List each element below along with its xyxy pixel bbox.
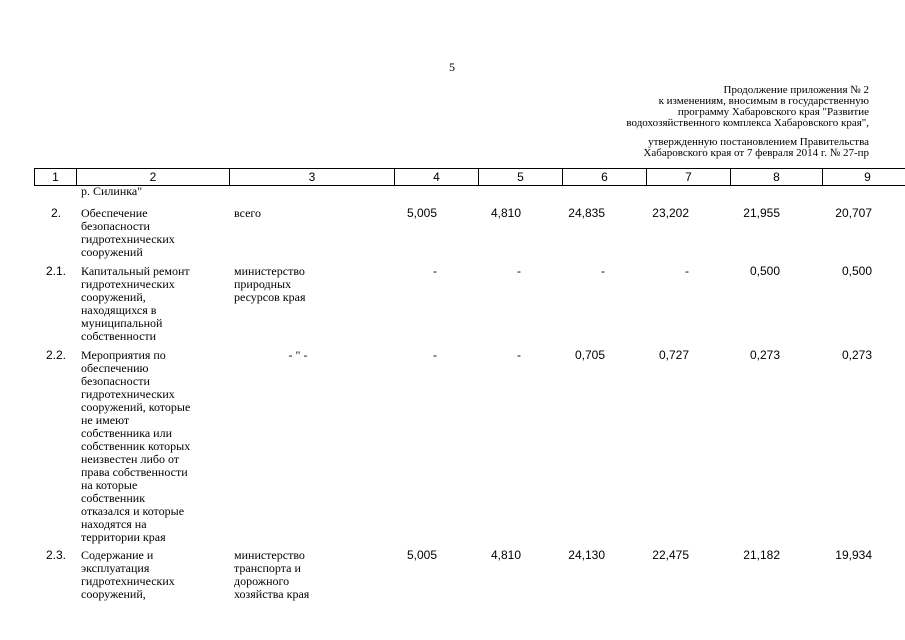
row-value-col6: 24,835 xyxy=(568,206,605,220)
header-line-6: Хабаровского края от 7 февраля 2014 г. № 27-пр xyxy=(643,147,869,159)
page-number: 5 xyxy=(449,60,455,74)
row-executor: - " - xyxy=(288,348,308,362)
row-value-col5: - xyxy=(517,348,521,362)
column-header-3: 3 xyxy=(230,169,395,186)
row-value-col9: 19,934 xyxy=(835,548,872,562)
continuation-text: р. Силинка" xyxy=(81,184,143,198)
row-value-col6: 24,130 xyxy=(568,548,605,562)
header-line-5: утвержденную постановлением Правительства xyxy=(648,136,869,148)
header-line-1: Продолжение приложения № 2 xyxy=(723,84,869,96)
row-name: Капитальный ремонт гидротехнических сооружений, находящихся в муниципальной собственности xyxy=(81,264,190,343)
row-value-col5: 4,810 xyxy=(490,548,521,562)
row-number: 2.2. xyxy=(45,348,66,362)
row-value-col5: 4,810 xyxy=(490,206,521,220)
row-value-col7: - xyxy=(685,264,689,278)
row-value-col5: - xyxy=(517,264,521,278)
row-value-col9: 0,273 xyxy=(841,348,872,362)
column-header-8: 8 xyxy=(731,169,823,186)
row-number: 2.3. xyxy=(45,548,66,562)
row-value-col8: 21,955 xyxy=(743,206,780,220)
row-value-col4: 5,005 xyxy=(406,206,437,220)
column-header-5: 5 xyxy=(479,169,563,186)
row-value-col9: 0,500 xyxy=(841,264,872,278)
column-header-2: 2 xyxy=(77,169,230,186)
row-value-col6: 0,705 xyxy=(574,348,605,362)
row-value-col8: 0,500 xyxy=(749,264,780,278)
row-executor: министерство природных ресурсов края xyxy=(234,264,306,304)
row-number: 2.1. xyxy=(45,264,66,278)
row-name: Мероприятия по обеспечению безопасности гидротехнических сооружений, которые не имеют собственника или собственник которых неизвестен либо от права собственности на которые собственник отказался и которые находятся на территории края xyxy=(81,348,191,544)
header-line-3: программу Хабаровского края "Развитие xyxy=(677,106,869,118)
row-value-col6: - xyxy=(601,264,605,278)
row-executor: всего xyxy=(234,206,262,220)
row-executor: министерство транспорта и дорожного хозяйства края xyxy=(234,548,310,601)
row-number: 2. xyxy=(50,206,61,220)
row-value-col4: 5,005 xyxy=(406,548,437,562)
column-header-6: 6 xyxy=(563,169,647,186)
row-name: Обеспечение безопасности гидротехнических сооружений xyxy=(81,206,175,259)
row-value-col4: - xyxy=(433,348,437,362)
column-header-9: 9 xyxy=(823,169,905,186)
row-value-col7: 23,202 xyxy=(652,206,689,220)
header-line-2: к изменениям, вносимым в государственную xyxy=(658,95,869,107)
row-value-col9: 20,707 xyxy=(835,206,872,220)
row-value-col4: - xyxy=(433,264,437,278)
row-name: Содержание и эксплуатация гидротехнических сооружений, xyxy=(81,548,175,601)
column-header-1: 1 xyxy=(35,169,77,186)
row-value-col8: 21,182 xyxy=(743,548,780,562)
row-value-col8: 0,273 xyxy=(749,348,780,362)
row-value-col7: 22,475 xyxy=(652,548,689,562)
column-header-7: 7 xyxy=(647,169,731,186)
header-line-4: водохозяйственного комплекса Хабаровского края", xyxy=(626,117,869,129)
row-value-col7: 0,727 xyxy=(658,348,689,362)
column-header-4: 4 xyxy=(395,169,479,186)
